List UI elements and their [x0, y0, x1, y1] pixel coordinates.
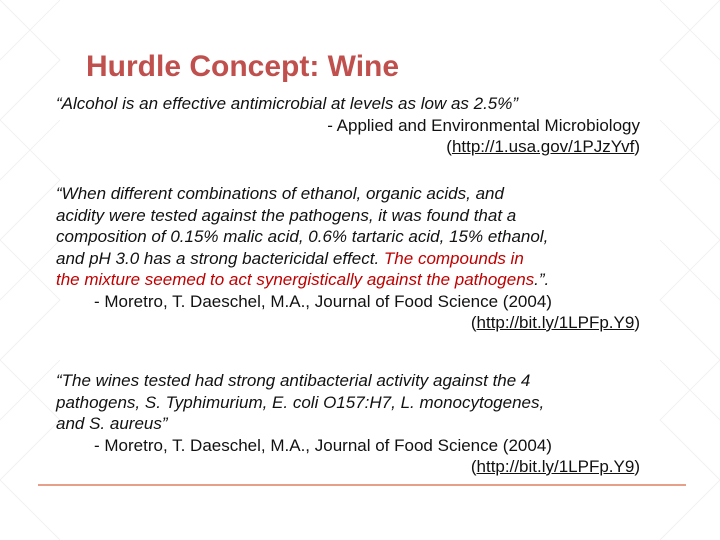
- quote-1-text: “Alcohol is an effective antimicrobial at levels as low as 2.5%”: [56, 94, 519, 113]
- quote-2-line-4-plain: and pH 3.0 has a strong bactericidal effect.: [56, 248, 384, 268]
- quote-1-link[interactable]: http://1.usa.gov/1PJzYvf: [451, 137, 635, 156]
- quote-2-link[interactable]: http://bit.ly/1LPFp.Y9: [476, 313, 635, 332]
- quote-2-highlight-start: The compounds in: [383, 248, 524, 268]
- link-close-paren: ): [634, 457, 640, 476]
- quote-3-link[interactable]: http://bit.ly/1LPFp.Y9: [476, 457, 635, 476]
- quote-3-line-2: pathogens, S. Typhimurium, E. coli O157:H7, L. monocytogenes,: [56, 392, 545, 412]
- quote-2-source: - Moretro, T. Daeschel, M.A., Journal of Food Science (2004): [94, 291, 552, 311]
- quote-1-link-line: [56, 136, 640, 158]
- quote-block-1: [56, 93, 640, 158]
- quote-2-line-2: acidity were tested against the pathogens, it was found that a: [56, 205, 517, 225]
- quote-1-source: - Applied and Environmental Microbiology: [327, 115, 640, 135]
- quote-3-source: - Moretro, T. Daeschel, M.A., Journal of Food Science (2004): [94, 435, 552, 455]
- quote-3-link-line: [56, 456, 640, 478]
- link-close-paren: ): [634, 313, 640, 332]
- quote-3-line-3: and S. aureus”: [56, 414, 168, 433]
- quote-2-line-5-tail: .”.: [534, 270, 550, 289]
- quote-2-highlight-end: the mixture seemed to act synergistically against the pathogens: [56, 270, 535, 289]
- quote-2-line-3: composition of 0.15% malic acid, 0.6% tartaric acid, 15% ethanol,: [56, 227, 549, 246]
- link-close-paren: ): [634, 137, 640, 156]
- quote-2-line-5: [56, 269, 640, 291]
- quote-3-line-1: “The wines tested had strong antibacterial activity against the 4: [56, 371, 531, 390]
- quote-block-3: [56, 370, 640, 478]
- link-open-paren: (: [470, 457, 477, 476]
- quote-2-line-1: “When different combinations of ethanol, organic acids, and: [56, 184, 504, 203]
- footer-divider: [38, 484, 686, 486]
- link-open-paren: (: [446, 137, 452, 156]
- quote-2-link-line: [56, 312, 640, 334]
- link-open-paren: (: [470, 313, 477, 332]
- slide-title: Hurdle Concept: Wine: [86, 50, 400, 83]
- quote-block-2: [56, 183, 640, 334]
- quote-2-line-4: [56, 248, 640, 270]
